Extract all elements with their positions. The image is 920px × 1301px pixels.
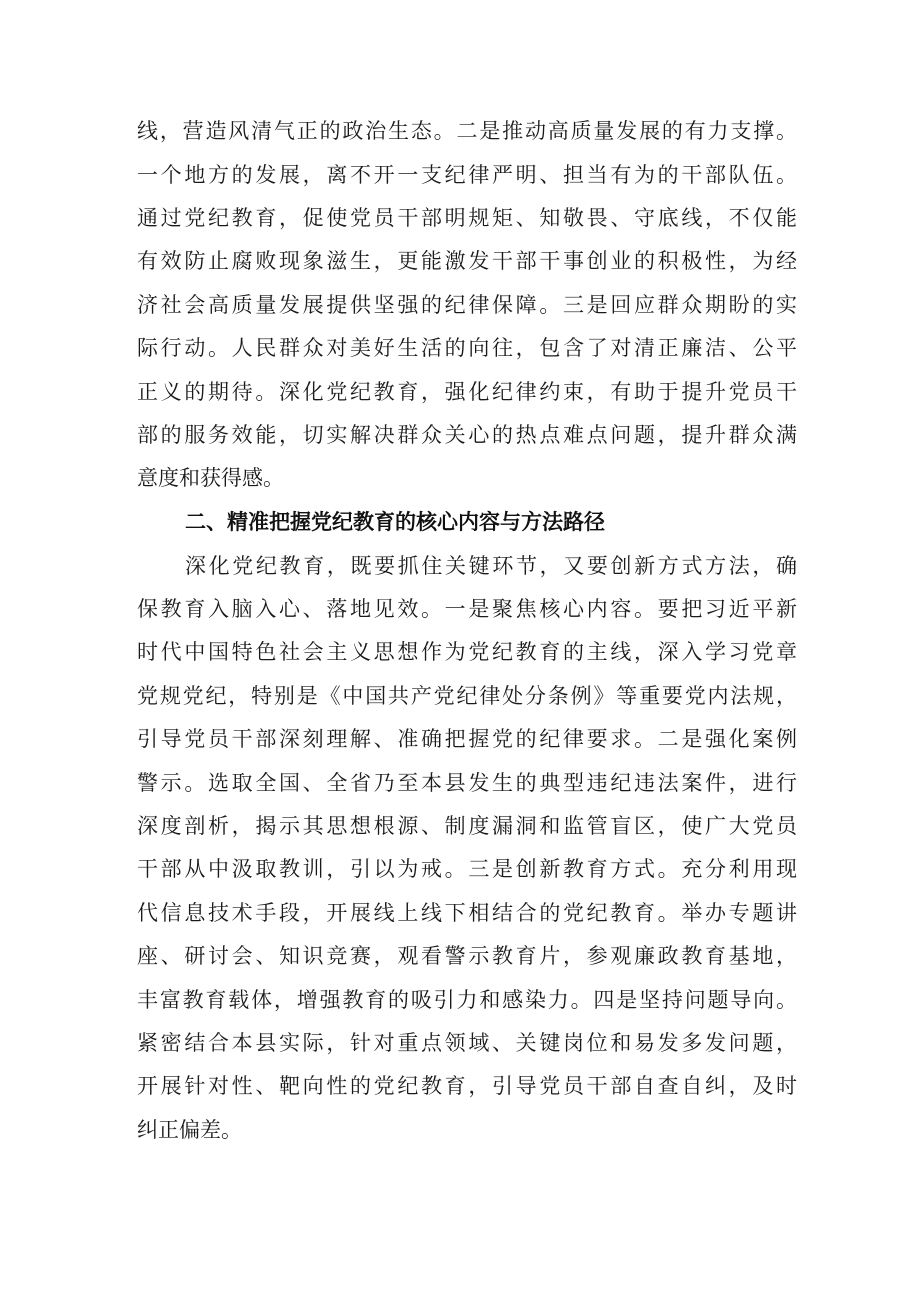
paragraph-line: 座、研讨会、知识竞赛，观看警示教育片，参观廉政教育基地， xyxy=(137,944,797,968)
paragraph-line: 干部从中汲取教训，引以为戒。三是创新教育方式。充分利用现 xyxy=(137,857,797,881)
section-heading: 二、精准把握党纪教育的核心内容与方法路径 xyxy=(185,510,605,534)
paragraph-line: 正义的期待。深化党纪教育，强化纪律约束，有助于提升党员干 xyxy=(137,380,797,404)
paragraph-line: 代信息技术手段，开展线上线下相结合的党纪教育。举办专题讲 xyxy=(137,901,797,925)
paragraph-line: 线，营造风清气正的政治生态。二是推动高质量发展的有力支撑。 xyxy=(137,119,797,143)
paragraph-line: 际行动。人民群众对美好生活的向往，包含了对清正廉洁、公平 xyxy=(137,336,797,360)
paragraph-line: 有效防止腐败现象滋生，更能激发干部干事创业的积极性，为经 xyxy=(137,249,797,273)
paragraph-line: 意度和获得感。 xyxy=(137,466,284,490)
paragraph-line: 济社会高质量发展提供坚强的纪律保障。三是回应群众期盼的实 xyxy=(137,293,797,317)
paragraph-line: 纠正偏差。 xyxy=(137,1118,242,1142)
paragraph-line: 引导党员干部深刻理解、准确把握党的纪律要求。二是强化案例 xyxy=(137,727,797,751)
paragraph-line: 紧密结合本县实际，针对重点领域、关键岗位和易发多发问题， xyxy=(137,1031,797,1055)
paragraph-line: 丰富教育载体，增强教育的吸引力和感染力。四是坚持问题导向。 xyxy=(137,988,797,1012)
paragraph-line: 深度剖析，揭示其思想根源、制度漏洞和监管盲区，使广大党员 xyxy=(137,814,797,838)
paragraph-line: 开展针对性、靶向性的党纪教育，引导党员干部自查自纠，及时 xyxy=(137,1074,797,1098)
paragraph-line: 一个地方的发展，离不开一支纪律严明、担当有为的干部队伍。 xyxy=(137,163,797,187)
paragraph-line: 部的服务效能，切实解决群众关心的热点难点问题，提升群众满 xyxy=(137,423,797,447)
paragraph-line: 时代中国特色社会主义思想作为党纪教育的主线，深入学习党章 xyxy=(137,640,797,664)
paragraph-line: 党规党纪，特别是《中国共产党纪律处分条例》等重要党内法规， xyxy=(137,684,797,708)
paragraph-line: 深化党纪教育，既要抓住关键环节，又要创新方式方法，确 xyxy=(185,554,797,578)
paragraph-line: 保教育入脑入心、落地见效。一是聚焦核心内容。要把习近平新 xyxy=(137,597,797,621)
paragraph-line: 通过党纪教育，促使党员干部明规矩、知敬畏、守底线，不仅能 xyxy=(137,206,797,230)
paragraph-line: 警示。选取全国、全省乃至本县发生的典型违纪违法案件，进行 xyxy=(137,771,797,795)
